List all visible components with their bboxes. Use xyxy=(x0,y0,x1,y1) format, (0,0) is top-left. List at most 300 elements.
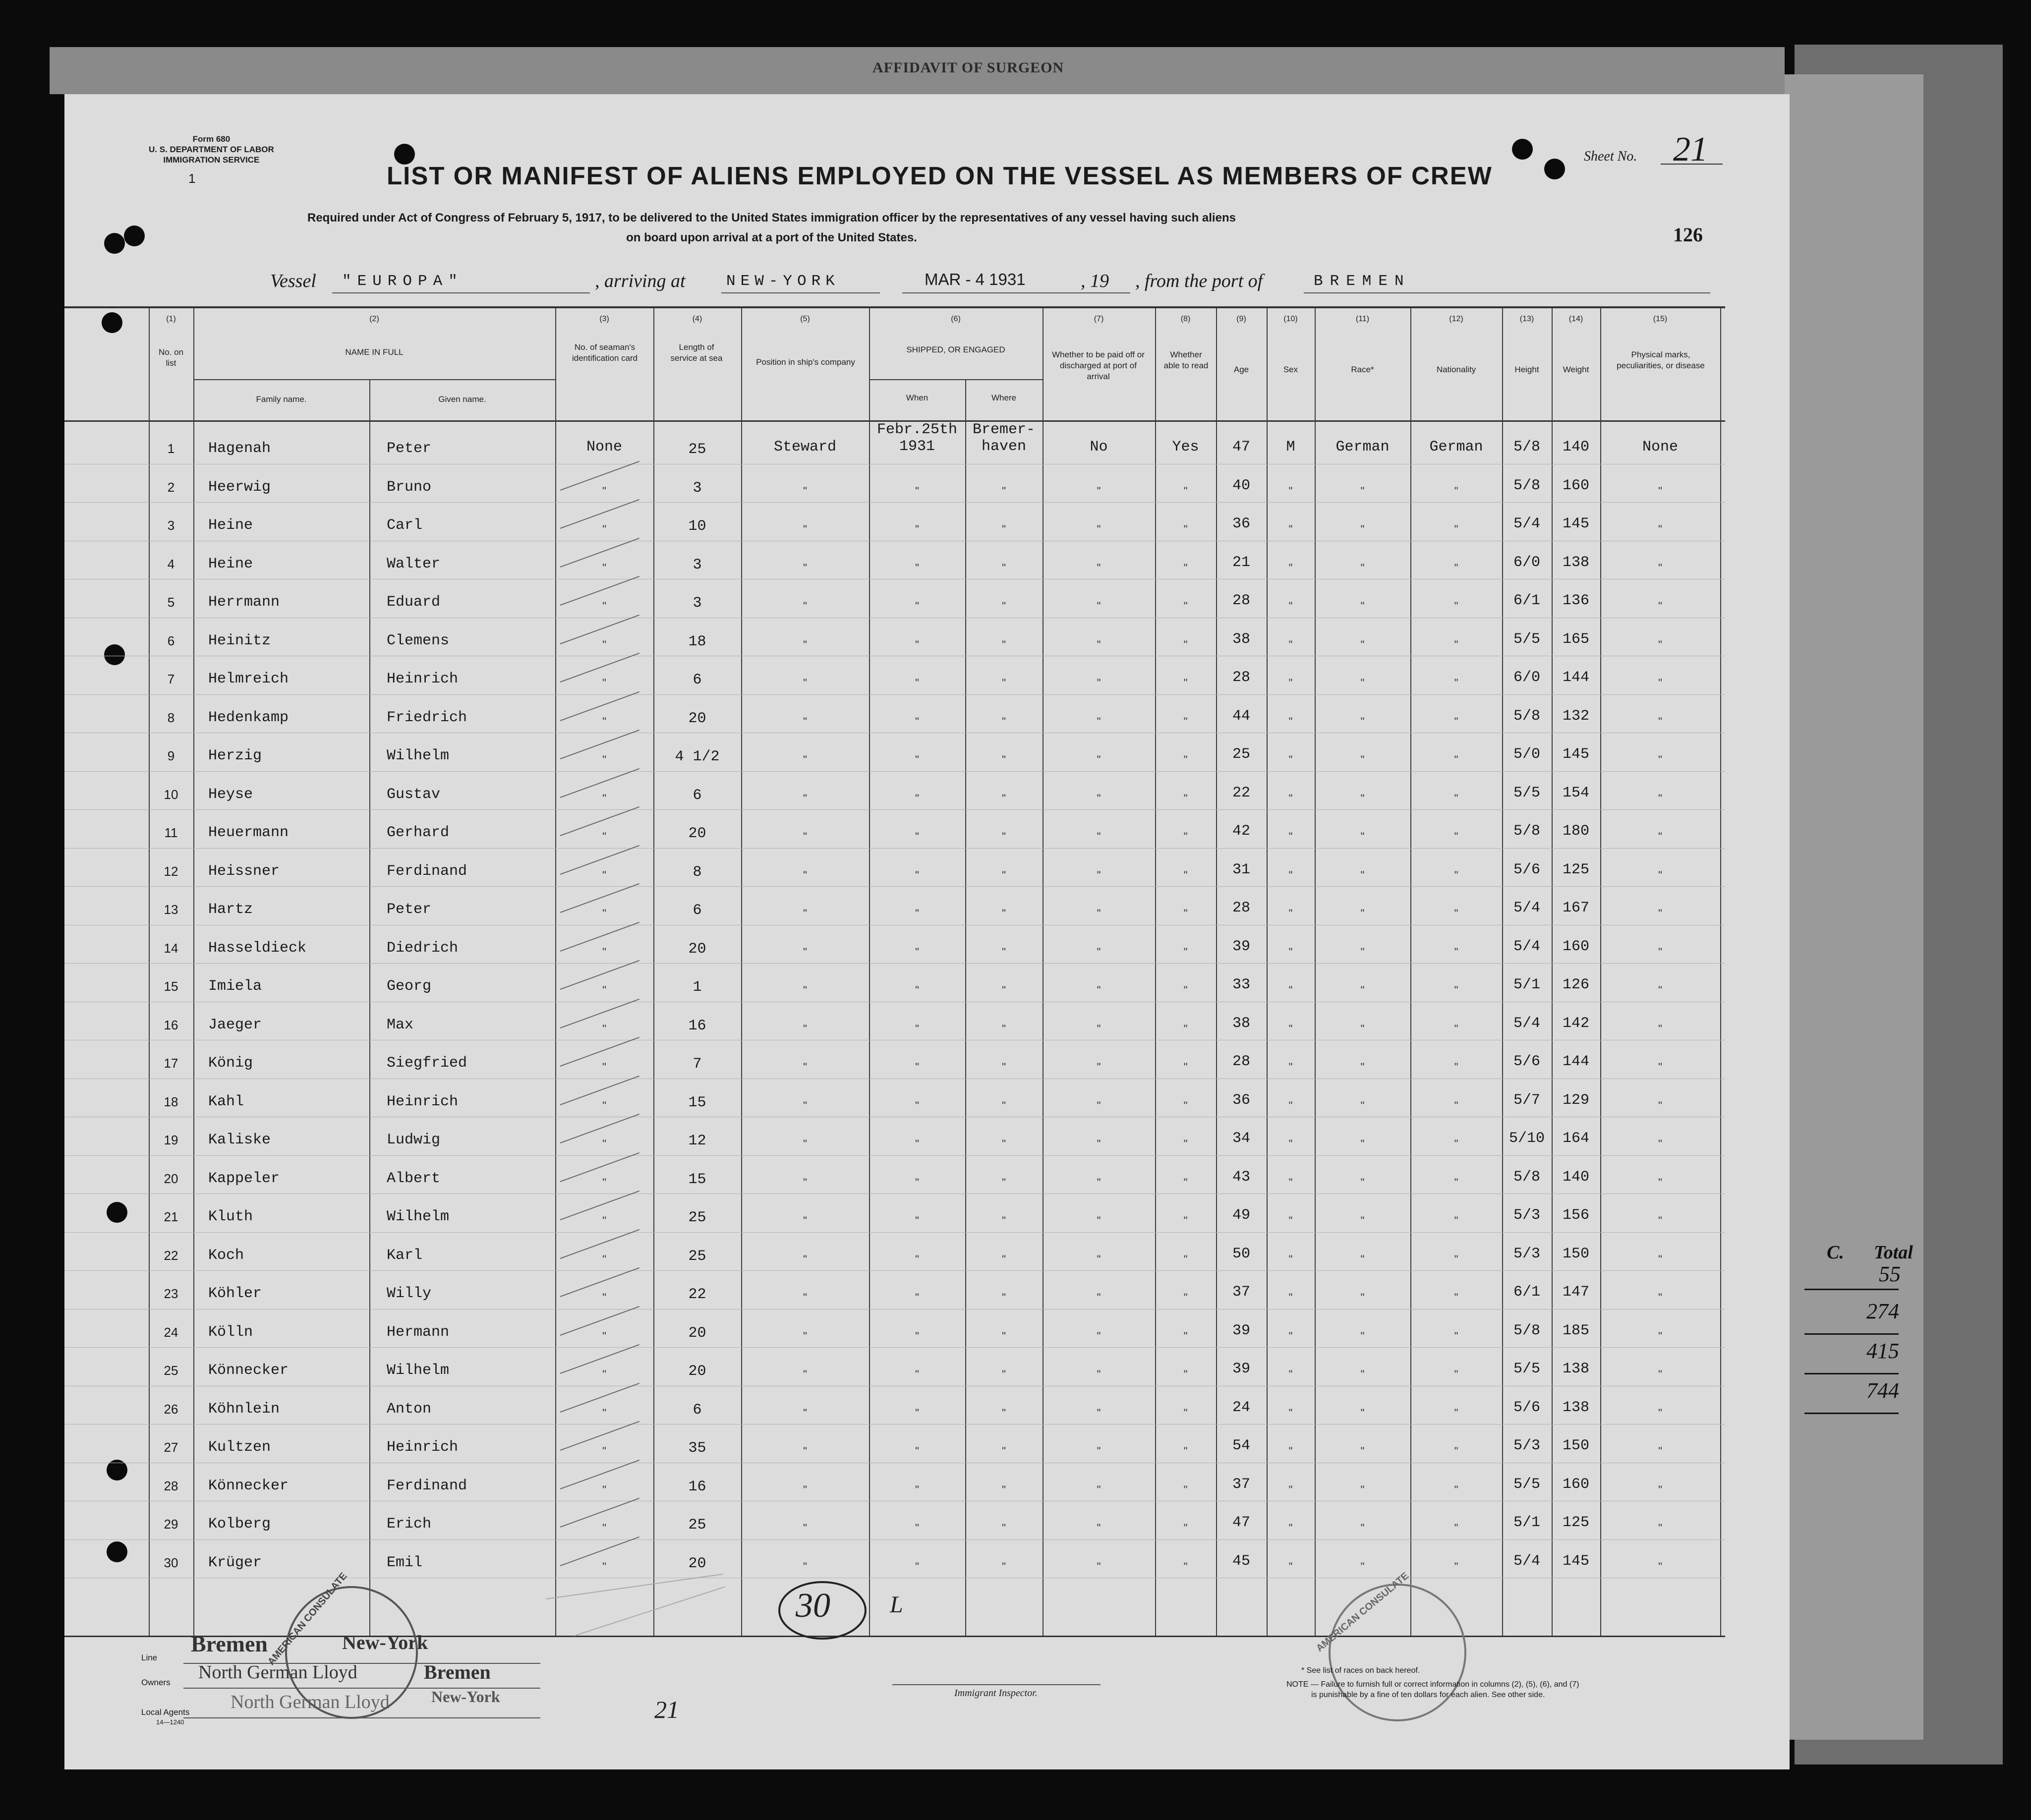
cell-given-name: Erich xyxy=(387,1516,432,1533)
arriving-port: NEW-YORK xyxy=(726,273,840,290)
column-number: (9) xyxy=(1236,315,1246,323)
ditto-mark: " xyxy=(803,1483,807,1496)
ditto-mark: " xyxy=(1360,1214,1365,1227)
ditto-mark: " xyxy=(1183,1291,1188,1304)
column-number: (6) xyxy=(951,315,961,323)
cell-age: 45 xyxy=(1232,1552,1250,1570)
ditto-mark: " xyxy=(1097,1522,1101,1534)
ditto-mark: " xyxy=(915,792,919,804)
cell-age: 24 xyxy=(1232,1399,1250,1416)
cell-age: 43 xyxy=(1232,1168,1250,1186)
ditto-mark: " xyxy=(803,1368,807,1380)
ditto-mark: " xyxy=(1002,1061,1006,1073)
cell-given-name: Carl xyxy=(387,517,423,534)
header-where: Where xyxy=(991,393,1017,402)
column-rule xyxy=(193,307,194,1636)
cell-given-name: Wilhelm xyxy=(387,1208,450,1225)
column-rule xyxy=(1043,307,1044,1636)
department-name: U. S. DEPARTMENT OF LABOR xyxy=(149,145,274,154)
count-mark: L xyxy=(890,1592,903,1618)
cell-given-name: Wilhelm xyxy=(387,1362,450,1379)
ditto-mark: " xyxy=(803,753,807,766)
cell-length-service: 16 xyxy=(688,1017,706,1034)
ditto-mark: " xyxy=(803,1445,807,1457)
ditto-mark: " xyxy=(1454,1329,1458,1342)
cell-length-service: 20 xyxy=(688,710,706,727)
ditto-mark: " xyxy=(915,600,919,612)
ditto-mark: " xyxy=(602,1061,606,1073)
cell-length-service: 22 xyxy=(688,1286,706,1303)
cell-age: 40 xyxy=(1232,477,1250,494)
cell-height: 5/3 xyxy=(1513,1437,1540,1454)
ditto-mark: " xyxy=(1288,1560,1293,1573)
ditto-mark: " xyxy=(1183,1445,1188,1457)
cell-length-service: 25 xyxy=(688,441,706,458)
cell-weight: 136 xyxy=(1562,592,1589,609)
cell-family-name: Heyse xyxy=(208,786,253,803)
header-position: Position in ship's company xyxy=(756,357,855,367)
ditto-mark: " xyxy=(1658,984,1662,996)
ditto-mark: " xyxy=(1360,1522,1365,1534)
punch-hole xyxy=(107,1541,127,1562)
cell-weight: 144 xyxy=(1562,669,1589,686)
ditto-mark: " xyxy=(1288,484,1293,497)
punch-hole xyxy=(107,1202,127,1223)
ditto-mark: " xyxy=(915,830,919,843)
ditto-mark: " xyxy=(1454,1291,1458,1304)
ditto-mark: " xyxy=(1002,945,1006,958)
vessel-name: "EUROPA" xyxy=(342,273,464,290)
ditto-mark: " xyxy=(602,1291,606,1304)
arriving-port-underline xyxy=(721,292,880,293)
ditto-mark: " xyxy=(1183,1022,1188,1035)
ditto-mark: " xyxy=(602,1214,606,1227)
cell-height: 5/1 xyxy=(1513,1514,1540,1531)
cell-weight: 164 xyxy=(1562,1130,1589,1147)
ditto-mark: " xyxy=(602,715,606,728)
ditto-mark: " xyxy=(1454,868,1458,881)
ditto-mark: " xyxy=(1658,753,1662,766)
punch-hole xyxy=(102,312,122,333)
cell-family-name: Kluth xyxy=(208,1208,253,1225)
cell-given-name: Heinrich xyxy=(387,1439,459,1456)
ditto-mark: " xyxy=(915,1522,919,1534)
cell-height: 5/8 xyxy=(1513,1168,1540,1186)
ditto-mark: " xyxy=(1454,1483,1458,1496)
ditto-mark: " xyxy=(1097,1061,1101,1073)
cell-given-name: Ludwig xyxy=(387,1132,441,1148)
cell-given-name: Hermann xyxy=(387,1323,450,1341)
ditto-mark: " xyxy=(803,484,807,497)
cell-weight: 126 xyxy=(1562,976,1589,993)
header-able-read: Whether able to read xyxy=(1163,350,1209,370)
row-rule xyxy=(64,694,1725,695)
form-identifier xyxy=(149,134,274,165)
cell-list-number: 30 xyxy=(164,1555,178,1570)
count-number: 30 xyxy=(796,1587,830,1625)
cell-height: 5/8 xyxy=(1513,439,1540,455)
cell-race: German xyxy=(1335,439,1390,455)
cell-age: 42 xyxy=(1232,823,1250,840)
header-height: Height xyxy=(1514,365,1539,374)
column-rule xyxy=(555,307,556,1636)
inspector-signature-line xyxy=(892,1684,1101,1685)
ditto-mark: " xyxy=(1454,561,1458,574)
row-rule xyxy=(64,771,1725,772)
note-label: NOTE xyxy=(1286,1680,1309,1689)
ditto-mark: " xyxy=(1002,1483,1006,1496)
cell-given-name: Heinrich xyxy=(387,1093,459,1110)
ditto-mark: " xyxy=(602,523,606,535)
ditto-mark: " xyxy=(1097,984,1101,996)
cell-length-service: 20 xyxy=(688,825,706,842)
stamp-agents-newyork: New-York xyxy=(431,1688,500,1706)
subtitle-line-1: Required under Act of Congress of February 5, 1917, to be delivered to the United States immigration officer by the representatives of any vessel having such aliens xyxy=(307,211,1236,225)
ditto-mark: " xyxy=(1183,830,1188,843)
ditto-mark: " xyxy=(803,1022,807,1035)
ditto-mark: " xyxy=(915,1252,919,1265)
cell-height: 6/0 xyxy=(1513,669,1540,686)
ditto-mark: " xyxy=(1097,561,1101,574)
cell-length-service: 3 xyxy=(693,595,702,612)
column-number: (8) xyxy=(1180,315,1191,323)
ditto-mark: " xyxy=(1288,1522,1293,1534)
ditto-mark: " xyxy=(1183,1483,1188,1496)
footer-line-label: Line xyxy=(141,1653,158,1662)
ditto-mark: " xyxy=(1288,868,1293,881)
ditto-mark: " xyxy=(1002,1138,1006,1150)
column-rule xyxy=(1410,307,1411,1636)
row-rule xyxy=(64,1539,1725,1540)
cell-family-name: Kahl xyxy=(208,1093,244,1110)
ditto-mark: " xyxy=(1288,1022,1293,1035)
cell-weight: 144 xyxy=(1562,1053,1589,1070)
ditto-mark: " xyxy=(1097,1138,1101,1150)
name-subheader-rule xyxy=(193,379,555,380)
cell-family-name: Heine xyxy=(208,555,253,572)
cell-weight: 138 xyxy=(1562,554,1589,571)
cell-weight: 145 xyxy=(1562,746,1589,763)
ditto-mark: " xyxy=(1288,1252,1293,1265)
ditto-mark: " xyxy=(602,1329,606,1342)
ditto-mark: " xyxy=(1288,945,1293,958)
cell-length-service: 25 xyxy=(688,1517,706,1534)
ditto-mark: " xyxy=(602,907,606,919)
ditto-mark: " xyxy=(602,638,606,651)
ditto-mark: " xyxy=(1658,907,1662,919)
ditto-mark: " xyxy=(1360,984,1365,996)
ditto-mark: " xyxy=(1288,907,1293,919)
ditto-mark: " xyxy=(915,1099,919,1112)
cell-height: 5/4 xyxy=(1513,1015,1540,1032)
cell-height: 5/4 xyxy=(1513,900,1540,916)
cell-list-number: 4 xyxy=(167,556,175,571)
cell-height: 5/3 xyxy=(1513,1245,1540,1262)
ditto-mark: " xyxy=(1658,523,1662,535)
header-no-on-list: No. on list xyxy=(158,347,184,368)
ditto-mark: " xyxy=(1658,1138,1662,1150)
cell-family-name: Könnecker xyxy=(208,1362,289,1379)
ditto-mark: " xyxy=(1002,1022,1006,1035)
cell-height: 5/4 xyxy=(1513,938,1540,955)
stamp-agents: North German Lloyd xyxy=(231,1692,390,1712)
column-rule xyxy=(1502,307,1503,1636)
cell-list-number: 5 xyxy=(167,595,175,610)
cell-weight: 160 xyxy=(1562,938,1589,955)
cell-family-name: Heissner xyxy=(208,862,280,880)
cell-length-service: 16 xyxy=(688,1478,706,1495)
cell-family-name: Hasseldieck xyxy=(208,939,307,957)
ditto-mark: " xyxy=(1097,1099,1101,1112)
column-rule xyxy=(369,379,370,1636)
cell-age: 22 xyxy=(1232,784,1250,801)
ditto-mark: " xyxy=(602,868,606,881)
row-rule xyxy=(64,1270,1725,1271)
handwritten-sheet-ref: 21 xyxy=(654,1696,679,1723)
cell-height: 5/6 xyxy=(1513,861,1540,878)
cell-height: 5/5 xyxy=(1513,784,1540,801)
cell-weight: 156 xyxy=(1562,1207,1589,1224)
ditto-mark: " xyxy=(1658,945,1662,958)
cell-height: 5/6 xyxy=(1513,1053,1540,1070)
ditto-mark: " xyxy=(915,1368,919,1380)
cell-length-service: 20 xyxy=(688,940,706,958)
ditto-mark: " xyxy=(602,792,606,804)
row-rule xyxy=(64,886,1725,887)
cell-length-service: 20 xyxy=(688,1363,706,1380)
cell-given-name: Walter xyxy=(387,555,441,572)
cell-length-service: 6 xyxy=(693,787,702,804)
ditto-mark: " xyxy=(602,1138,606,1150)
ditto-mark: " xyxy=(1454,792,1458,804)
cell-weight: 125 xyxy=(1562,861,1589,878)
cell-age: 39 xyxy=(1232,1322,1250,1339)
ditto-mark: " xyxy=(1183,1329,1188,1342)
consulate-seal-text: AMERICAN CONSULATE xyxy=(265,1570,349,1667)
ditto-mark: " xyxy=(1288,715,1293,728)
cell-family-name: Heine xyxy=(208,517,253,534)
cell-height: 5/10 xyxy=(1509,1130,1545,1147)
ditto-mark: " xyxy=(915,638,919,651)
cell-list-number: 18 xyxy=(164,1094,178,1109)
ditto-mark: " xyxy=(1454,638,1458,651)
cell-list-number: 26 xyxy=(164,1401,178,1417)
ditto-mark: " xyxy=(1658,600,1662,612)
cell-height: 5/8 xyxy=(1513,823,1540,840)
cell-height: 6/1 xyxy=(1513,1284,1540,1301)
ditto-mark: " xyxy=(1002,1406,1006,1419)
ditto-mark: " xyxy=(1097,484,1101,497)
ditto-mark: " xyxy=(1658,1522,1662,1534)
ditto-mark: " xyxy=(1097,1368,1101,1380)
cell-height: 5/0 xyxy=(1513,746,1540,763)
ditto-mark: " xyxy=(1002,1329,1006,1342)
ditto-mark: " xyxy=(915,677,919,689)
ditto-mark: " xyxy=(1183,1252,1188,1265)
cell-height: 5/5 xyxy=(1513,1476,1540,1493)
cell-list-number: 7 xyxy=(167,672,175,686)
ditto-mark: " xyxy=(1183,1061,1188,1073)
ditto-mark: " xyxy=(1454,1368,1458,1380)
tally-header-left: C. xyxy=(1827,1242,1844,1263)
ditto-mark: " xyxy=(915,907,919,919)
ditto-mark: " xyxy=(1360,1291,1365,1304)
ditto-mark: " xyxy=(803,792,807,804)
cell-given-name: Peter xyxy=(387,440,432,457)
ditto-mark: " xyxy=(915,984,919,996)
ditto-mark: " xyxy=(915,1022,919,1035)
cell-height: 5/6 xyxy=(1513,1399,1540,1416)
column-rule xyxy=(1267,307,1268,1636)
header-physical-marks: Physical marks, peculiarities, or disease xyxy=(1617,350,1705,370)
ditto-mark: " xyxy=(1097,1445,1101,1457)
ditto-mark: " xyxy=(803,984,807,996)
cell-weight: 165 xyxy=(1562,630,1589,648)
ditto-mark: " xyxy=(1002,1214,1006,1227)
ditto-mark: " xyxy=(1097,830,1101,843)
cell-list-number: 20 xyxy=(164,1171,178,1186)
cell-position: Steward xyxy=(773,439,837,455)
ditto-mark: " xyxy=(1097,1329,1101,1342)
cell-weight: 185 xyxy=(1562,1322,1589,1339)
cell-length-service: 25 xyxy=(688,1209,706,1226)
tally-value: 55 xyxy=(1879,1262,1901,1286)
ditto-mark: " xyxy=(1360,484,1365,497)
column-rule xyxy=(1315,307,1316,1636)
ditto-mark: " xyxy=(803,1061,807,1073)
ditto-mark: " xyxy=(1658,1022,1662,1035)
ditto-mark: " xyxy=(1183,600,1188,612)
ditto-mark: " xyxy=(803,677,807,689)
ditto-mark: " xyxy=(1360,561,1365,574)
ditto-mark: " xyxy=(915,484,919,497)
column-number: (12) xyxy=(1449,315,1463,323)
ditto-mark: " xyxy=(1097,868,1101,881)
ditto-mark: " xyxy=(1183,753,1188,766)
cell-list-number: 6 xyxy=(167,633,175,648)
ditto-mark: " xyxy=(1183,1214,1188,1227)
ditto-mark: " xyxy=(803,1406,807,1419)
ditto-mark: " xyxy=(1454,1445,1458,1457)
ditto-mark: " xyxy=(602,1099,606,1112)
cell-list-number: 9 xyxy=(167,748,175,763)
ditto-mark: " xyxy=(1360,1022,1365,1035)
cell-weight: 138 xyxy=(1562,1399,1589,1416)
ditto-mark: " xyxy=(1097,523,1101,535)
from-port-label: , from the port of xyxy=(1135,271,1263,291)
page-number: 126 xyxy=(1673,224,1703,246)
ditto-mark: " xyxy=(1002,1522,1006,1534)
cell-family-name: Herzig xyxy=(208,747,262,764)
cell-given-name: Diedrich xyxy=(387,939,459,957)
ditto-mark: " xyxy=(1183,945,1188,958)
cell-weight: 160 xyxy=(1562,1476,1589,1493)
cell-length-service: 1 xyxy=(693,979,702,996)
cell-family-name: Koch xyxy=(208,1247,244,1264)
ditto-mark: " xyxy=(1288,1061,1293,1073)
tally-header-right: Total xyxy=(1874,1242,1913,1263)
cell-family-name: Kolberg xyxy=(208,1516,271,1533)
stamp-owners: North German Lloyd xyxy=(198,1662,357,1683)
ditto-mark: " xyxy=(1097,945,1101,958)
cell-age: 33 xyxy=(1232,976,1250,993)
ditto-mark: " xyxy=(1360,1138,1365,1150)
cell-age: 38 xyxy=(1232,1015,1250,1032)
ditto-mark: " xyxy=(803,638,807,651)
ditto-mark: " xyxy=(803,561,807,574)
ditto-mark: " xyxy=(1097,1214,1101,1227)
ditto-mark: " xyxy=(803,1214,807,1227)
cell-family-name: Hagenah xyxy=(208,440,271,457)
cell-id-card: None xyxy=(586,439,622,455)
cell-given-name: Peter xyxy=(387,901,432,918)
cell-family-name: Hartz xyxy=(208,901,253,918)
ditto-mark: " xyxy=(1360,1368,1365,1380)
ditto-mark: " xyxy=(1183,1560,1188,1573)
cell-family-name: Krüger xyxy=(208,1554,262,1571)
cell-list-number: 19 xyxy=(164,1133,178,1147)
cell-family-name: Köhler xyxy=(208,1285,262,1302)
arriving-label: , arriving at xyxy=(595,271,686,291)
sheet-label: Sheet No. xyxy=(1584,149,1637,164)
cell-family-name: Jaeger xyxy=(208,1016,262,1033)
ditto-mark: " xyxy=(803,715,807,728)
handwritten-mark: 1 xyxy=(188,171,196,186)
ditto-mark: " xyxy=(1454,1252,1458,1265)
ditto-mark: " xyxy=(915,1406,919,1419)
ditto-mark: " xyxy=(1002,984,1006,996)
ditto-mark: " xyxy=(1658,484,1662,497)
ditto-mark: " xyxy=(1454,1099,1458,1112)
ditto-mark: " xyxy=(1183,1522,1188,1534)
ditto-mark: " xyxy=(1097,907,1101,919)
ditto-mark: " xyxy=(1360,677,1365,689)
consulate-seal-text: AMERICAN CONSULATE xyxy=(1314,1570,1411,1654)
ditto-mark: " xyxy=(803,1329,807,1342)
ditto-mark: " xyxy=(1002,1099,1006,1112)
ditto-mark: " xyxy=(602,677,606,689)
header-id-card: No. of seaman's identification card xyxy=(572,342,638,363)
cell-given-name: Siegfried xyxy=(387,1055,467,1072)
row-rule xyxy=(64,1232,1725,1233)
ditto-mark: " xyxy=(1097,1560,1101,1573)
column-rule xyxy=(1600,307,1601,1636)
cell-height: 5/4 xyxy=(1513,515,1540,532)
punch-hole xyxy=(124,226,145,246)
cell-family-name: Kappeler xyxy=(208,1170,280,1187)
stamp-owners-bremen: Bremen xyxy=(424,1661,491,1683)
header-nationality: Nationality xyxy=(1436,365,1476,374)
ditto-mark: " xyxy=(602,1252,606,1265)
header-paid-off: Whether to be paid off or discharged at port of arrival xyxy=(1052,350,1145,381)
row-rule xyxy=(64,848,1725,849)
ditto-mark: " xyxy=(1002,1560,1006,1573)
ditto-mark: " xyxy=(1658,715,1662,728)
ditto-mark: " xyxy=(1360,1061,1365,1073)
ditto-mark: " xyxy=(1288,984,1293,996)
cell-given-name: Heinrich xyxy=(387,671,459,687)
ditto-mark: " xyxy=(915,1483,919,1496)
cell-length-service: 4 1/2 xyxy=(675,748,720,765)
cell-height: 6/0 xyxy=(1513,554,1540,571)
punch-hole xyxy=(104,644,125,665)
ditto-mark: " xyxy=(1097,1252,1101,1265)
ditto-mark: " xyxy=(915,1214,919,1227)
ditto-mark: " xyxy=(1454,830,1458,843)
ditto-mark: " xyxy=(602,1483,606,1496)
ditto-mark: " xyxy=(602,753,606,766)
ditto-mark: " xyxy=(1360,907,1365,919)
